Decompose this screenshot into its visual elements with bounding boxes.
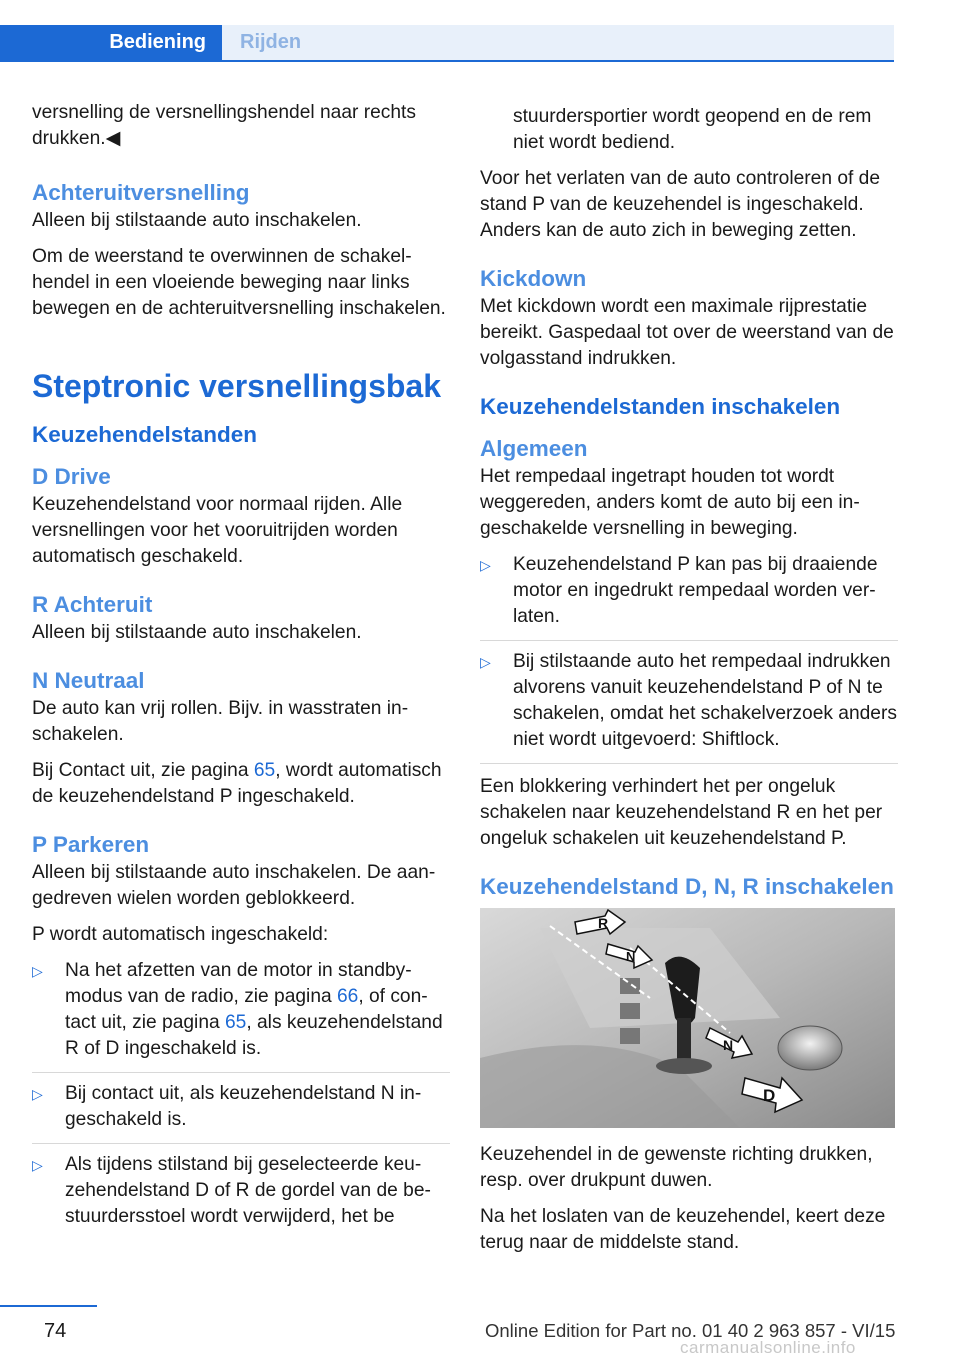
drive-heading: D Drive (32, 464, 111, 489)
arrow-label-n-up: N (626, 949, 636, 964)
list-item: ▷ Als tijdens stilstand bij geselecteerde keuzehendelstand D of R de gordel van de bestuurdersstoel wordt verwijderd, het be (32, 1154, 431, 1227)
intro-paragraph (32, 100, 450, 152)
arrow-label-d: D (763, 1086, 776, 1105)
triangle-bullet-icon: ▷ (480, 654, 491, 670)
main-title: Steptronic versnellingsbak (32, 368, 442, 404)
arrow-label-n-down: N (723, 1037, 734, 1053)
header-tabbar (0, 0, 894, 62)
list-item: ▷ Na het afzetten van de motor in standbymodus van de radio, zie pagina 66, of contact uit, zie pagina 65, als keuzehendelstand R of D ingeschakeld is. (32, 958, 450, 1073)
drive-text: Keuzehendelstand voor normaal rijden. Alle versnellingen voor het vooruitrijden worden automatisch geschakeld. (32, 494, 403, 567)
tab-rijden[interactable]: Rijden (222, 25, 894, 60)
achteruit-p2: Om de weerstand te overwinnen de schakelhendel in een vloeiende beweging naar links bewegen en de achteruitversnelling inschakelen. (32, 246, 446, 319)
end-mark-icon: ◀ (105, 128, 121, 149)
leave-paragraph: Voor het verlaten van de auto controleren of de stand P van de keuzehendel is ingeschakeld. Anders kan de auto zich in beweging zetten. (480, 168, 881, 241)
footer-divider (0, 1305, 97, 1307)
reverse-text: Alleen bij stilstaande auto inschakelen. (32, 622, 362, 643)
park-text: Alleen bij stilstaande auto inschakelen. De aangedreven wielen worden geblokkeerd. (32, 862, 436, 909)
online-edition-text: Online Edition for Part no. 01 40 2 963 857 - VI/15 (485, 1320, 896, 1341)
neutral-p2: Bij Contact uit, zie pagina 65, wordt automatisch de keuzehendelstand P ingeschakeld. (32, 760, 442, 807)
algemeen-bullet-list (480, 552, 898, 764)
triangle-bullet-icon: ▷ (32, 1157, 43, 1173)
left-column (32, 100, 450, 1250)
achteruit-heading: Achteruitversnelling (32, 180, 250, 205)
button-icon (620, 1003, 640, 1019)
button-icon (620, 1028, 640, 1044)
list-item: ▷ Bij contact uit, als keuzehendelstand N ingeschakeld is. (32, 1081, 450, 1144)
list-item: ▷ Bij stilstaande auto het rempedaal indrukken alvorens vanuit keuzehendelstand P of N te schakelen, omdat het schakelverzoek anders niet wordt uitgevoerd: Shiftlock. (480, 649, 898, 764)
dnr-p2: Na het loslaten van de keuzehendel, keert deze terug naar de middelste stand. (480, 1206, 886, 1253)
kickdown-heading: Kickdown (480, 266, 587, 291)
intro-text: versnelling de versnellingshendel naar rechts drukken. (32, 102, 416, 149)
page-link[interactable]: 65 (253, 760, 276, 781)
gear-lever-stem (677, 1018, 691, 1063)
watermark: carmanualsonline.info (680, 1338, 856, 1357)
blokkering-paragraph: Een blokkering verhindert het per ongeluk schakelen naar keuzehendelstand R en het per ongeluk schakelen uit keuzehendelstand P. (480, 776, 883, 849)
achteruit-p1: Alleen bij stilstaande auto inschakelen. (32, 210, 362, 231)
triangle-bullet-icon: ▷ (32, 963, 43, 979)
park-bullet-list (32, 958, 450, 1240)
neutral-text: De auto kan vrij rollen. Bijv. in wasstraten inschakelen. (32, 698, 409, 745)
triangle-bullet-icon: ▷ (32, 1086, 43, 1102)
gear-selector-figure (480, 908, 895, 1128)
button-icon (620, 978, 640, 994)
page-link[interactable]: 65 (225, 1012, 247, 1033)
algemeen-heading: Algemeen (480, 436, 588, 461)
tab-bediening[interactable]: Bediening (0, 25, 222, 60)
page-link[interactable]: 66 (337, 986, 359, 1007)
park-heading: P Parkeren (32, 832, 150, 857)
triangle-bullet-icon: ▷ (480, 557, 491, 573)
kickdown-text: Met kickdown wordt een maximale rijprestatie bereikt. Gaspedaal tot over de weerstand van de volgasstand indrukken. (480, 296, 894, 369)
dnr-p1: Keuzehendel in de gewenste richting drukken, resp. over drukpunt duwen. (480, 1144, 873, 1191)
reverse-heading: R Achteruit (32, 592, 153, 617)
neutral-heading: N Neutraal (32, 668, 145, 693)
arrow-label-r: R (598, 915, 609, 931)
header-divider (0, 60, 894, 62)
section-title: Keuzehendelstanden (32, 422, 258, 447)
schakelen-heading: Keuzehendelstanden inschakelen (480, 394, 841, 419)
park-auto: P wordt automatisch ingeschakeld: (32, 924, 329, 945)
continued-bullet-text: stuurdersportier wordt geopend en de rem niet wordt bediend. (513, 106, 872, 153)
algemeen-text: Het rempedaal ingetrapt houden tot wordt weggereden, anders komt de auto bij een ingeschakelde versnelling in beweging. (480, 466, 860, 539)
right-column (480, 104, 898, 1266)
idrive-knob (778, 1026, 842, 1070)
dnr-heading: Keuzehendelstand D, N, R inschakelen (480, 874, 894, 899)
gear-lever-base (656, 1058, 712, 1074)
page-number: 74 (44, 1320, 67, 1342)
list-item: ▷ Keuzehendelstand P kan pas bij draaiende motor en ingedrukt rempedaal worden verlaten. (480, 552, 898, 641)
